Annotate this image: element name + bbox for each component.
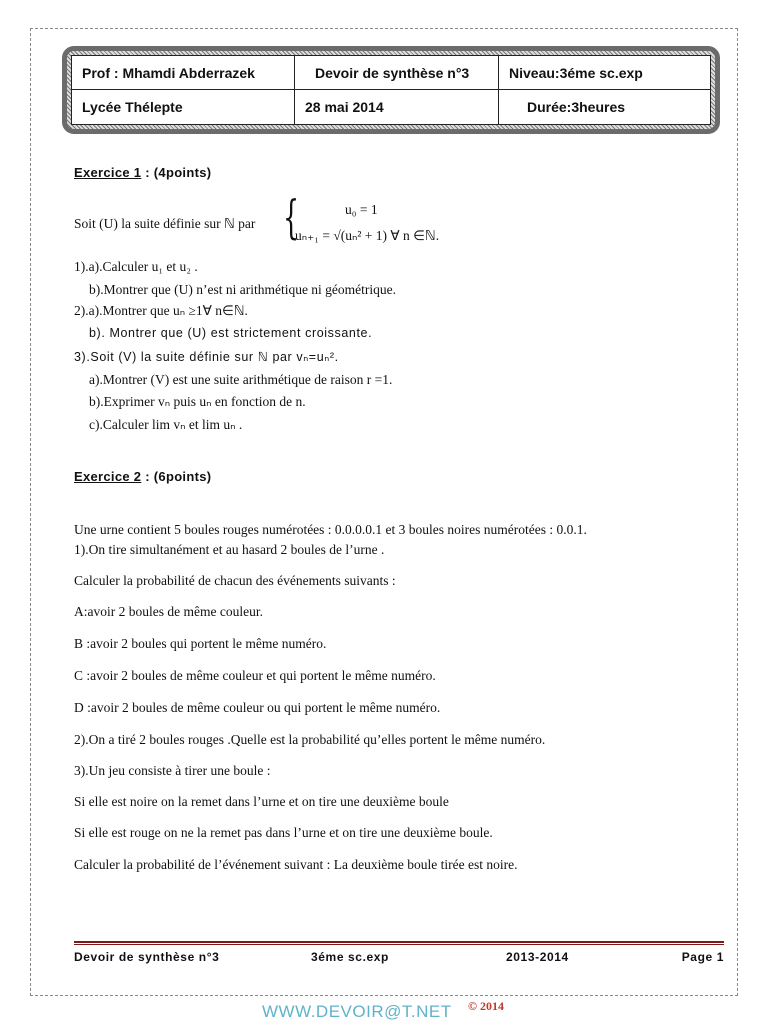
ex1-q3c: c).Calculer lim vₙ et lim uₙ . (89, 417, 243, 432)
ex2-event-a: A:avoir 2 boules de même couleur. (74, 604, 263, 619)
footer-page: Page 1 (681, 950, 724, 964)
ex2-q2: 2).On a tiré 2 boules rouges .Quelle est la probabilité qu’elles portent le même numéro. (74, 732, 546, 747)
exercise1-intro: Soit (U) la suite définie sur ℕ par (74, 216, 256, 231)
ex1-q2a: 2).a).Montrer que uₙ ≥1∀ n∈ℕ. (74, 303, 248, 318)
ex1-q1a: 1).a).Calculer u₁ et u₂ . (74, 259, 198, 274)
ex2-event-c: C :avoir 2 boules de même couleur et qui portent le même numéro. (74, 668, 436, 683)
exercise1-title: Exercice 1 : (4points) (74, 165, 212, 180)
footer-level: 3éme sc.exp (311, 950, 389, 964)
header-title: Devoir de synthèse n°3 (295, 56, 499, 90)
header-box (62, 46, 720, 134)
ex1-q3: 3).Soit (V) la suite définie sur ℕ par vₙ=uₙ². (74, 350, 339, 364)
system-recurrence: uₙ₊₁ = √(uₙ² + 1) ∀ n ∈ℕ. (295, 228, 440, 243)
ex1-q1b: b).Montrer que (U) n’est ni arithmétique ni géométrique. (89, 282, 397, 297)
ex1-q3b: b).Exprimer vₙ puis uₙ en fonction de n. (89, 394, 306, 409)
ex1-q2b: b). Montrer que (U) est strictement croissante. (89, 326, 373, 340)
header-prof: Prof : Mhamdi Abderrazek (72, 56, 295, 90)
header-level: Niveau:3éme sc.exp (499, 56, 710, 90)
ex2-q3: 3).Un jeu consiste à tirer une boule : (74, 763, 271, 778)
header-school: Lycée Thélepte (72, 90, 295, 124)
footer-title: Devoir de synthèse n°3 (74, 950, 220, 964)
system-initial-term: u₀ = 1 (345, 202, 378, 217)
footer-rule-thin (74, 944, 724, 945)
header-table (71, 55, 711, 125)
ex2-q3-black: Si elle est noire on la remet dans l’urne et on tire une deuxième boule (74, 794, 449, 809)
header-date: 28 mai 2014 (295, 90, 499, 124)
ex2-calc: Calculer la probabilité de chacun des événements suivants : (74, 573, 396, 588)
exercise2-title: Exercice 2 : (6points) (74, 469, 212, 484)
ex2-event-d: D :avoir 2 boules de même couleur ou qui portent le même numéro. (74, 700, 441, 715)
ex2-q3-calc: Calculer la probabilité de l’événement suivant : La deuxième boule tirée est noire. (74, 857, 518, 872)
brace-symbol: { (283, 190, 300, 244)
header-duration: Durée:3heures (527, 99, 626, 115)
footer-year: 2013-2014 (506, 950, 569, 964)
ex2-q3-red: Si elle est rouge on ne la remet pas dans l’urne et on tire une deuxième boule. (74, 825, 493, 840)
footer-rule (74, 941, 724, 943)
watermark-copyright: © 2014 (468, 999, 504, 1013)
watermark-site: WWW.DEVOIR@T.NET (262, 1002, 452, 1021)
ex2-intro: Une urne contient 5 boules rouges numérotées : 0.0.0.0.1 et 3 boules noires numérotées : 0.0.1. (74, 522, 587, 537)
recurrence-system (283, 190, 453, 250)
ex1-q3a: a).Montrer (V) est une suite arithmétique de raison r =1. (89, 372, 393, 387)
ex2-q1: 1).On tire simultanément et au hasard 2 boules de l’urne . (74, 542, 385, 557)
ex2-event-b: B :avoir 2 boules qui portent le même numéro. (74, 636, 327, 651)
